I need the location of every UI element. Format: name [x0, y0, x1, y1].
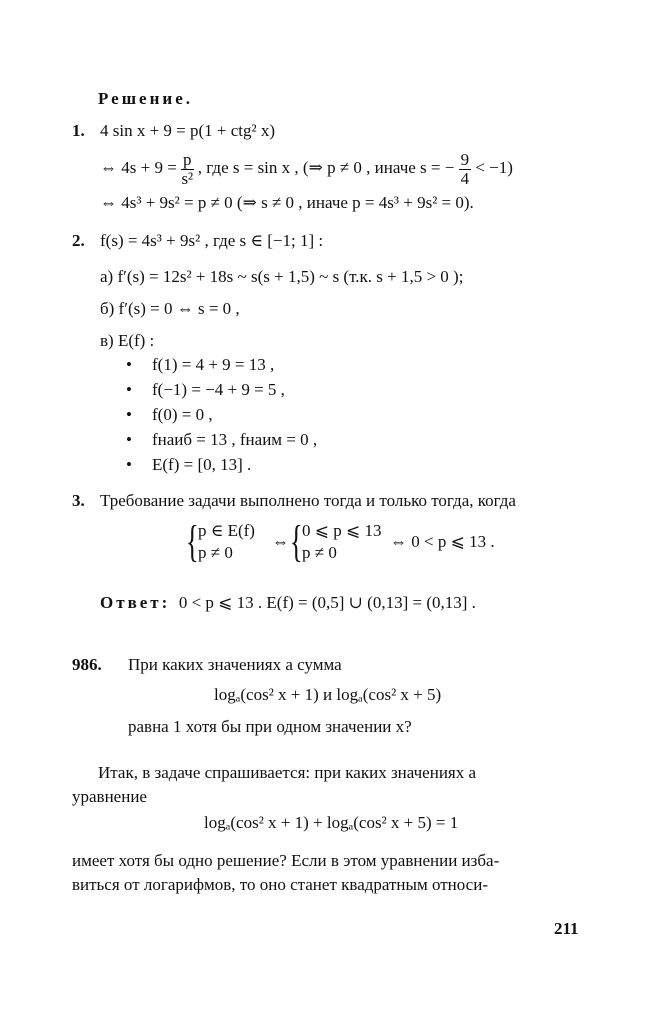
bullet-text: fнаиб = 13 , fнаим = 0 ,: [152, 430, 318, 449]
fraction-numerator: p: [183, 149, 192, 169]
bullet-text: f(−1) = −4 + 9 = 5 ,: [152, 380, 285, 399]
step-2-function: f(s) = 4s³ + 9s² , где s ∈ [−1; 1] :: [100, 231, 324, 250]
step-1-line-2: [100, 150, 513, 188]
bullet-item: [126, 454, 251, 476]
step-1-line-2-right: < −1): [475, 158, 513, 177]
bullet-icon: •: [126, 430, 132, 449]
step-1-equation: 4 sin x + 9 = p(1 + ctg² x): [100, 121, 276, 140]
problem-statement: При каких значениях a сумма: [128, 655, 342, 674]
fraction-numerator: 9: [460, 149, 470, 169]
step-2c: в) E(f) :: [100, 331, 155, 350]
step-3-number: 3.: [72, 491, 85, 510]
step-2a: а) f′(s) = 12s² + 18s ~ s(s + 1,5) ~ s (т.к. s + 1,5 > 0 );: [100, 267, 464, 286]
paragraph-2-line-2: виться от логарифмов, то оно станет квадратным относи-: [72, 875, 488, 894]
paragraph-1-line-2: уравнение: [72, 787, 147, 806]
step-1-line-2-mid: , где s = sin x , (⇒ p ≠ 0 , иначе s = −: [197, 158, 455, 177]
bullet-text: f(1) = 4 + 9 = 13 ,: [152, 355, 275, 374]
bullet-item: [126, 379, 285, 401]
step-2-number: 2.: [72, 231, 85, 250]
problem-986-line-2: равна 1 хотя бы при одном значении x?: [128, 717, 412, 736]
paragraph-1-line-1: Итак, в задаче спрашивается: при каких значениях a: [98, 763, 477, 782]
step-1-line-2-left: ⇔ 4s + 9 =: [100, 158, 177, 177]
problem-986-line-1: [72, 654, 342, 676]
left-brace-icon: {: [290, 517, 303, 566]
bullet-item: [126, 354, 274, 376]
step-1-line-3: ⇔ 4s³ + 9s² = p ≠ 0 (⇒ s ≠ 0 , иначе p = 4s³ + 9s² = 0).: [100, 193, 474, 212]
step-1-number: 1.: [72, 121, 85, 140]
bullet-icon: •: [126, 455, 132, 474]
system-1-bottom: p ≠ 0: [198, 543, 233, 562]
bullet-icon: •: [126, 380, 132, 399]
equivalence-icon: ⇔: [272, 532, 289, 551]
fraction-denominator: 4: [460, 168, 470, 188]
system-2: [302, 520, 382, 564]
page-number: 211: [554, 919, 579, 938]
bullet-item: [126, 429, 317, 451]
solution-heading: Решение.: [98, 89, 193, 108]
system-result: ⇔ 0 < p ⩽ 13 .: [390, 532, 495, 551]
bullet-text: E(f) = [0, 13] .: [152, 455, 252, 474]
system-1-top: p ∈ E(f): [198, 521, 255, 540]
problem-number: 986.: [72, 655, 102, 674]
problem-formula: logₐ(cos² x + 1) и logₐ(cos² x + 5): [214, 685, 442, 704]
bullet-item: [126, 404, 213, 426]
fraction-p-over-s2: [181, 151, 194, 188]
paragraph-2-line-1: имеет хотя бы одно решение? Если в этом уравнении изба-: [72, 851, 500, 870]
left-brace-icon: {: [186, 517, 199, 566]
main-equation: logₐ(cos² x + 1) + logₐ(cos² x + 5) = 1: [204, 813, 459, 832]
fraction-denominator: s²: [181, 168, 194, 188]
system-1: [198, 520, 255, 564]
answer-line: [100, 592, 476, 614]
answer-text: 0 < p ⩽ 13 . E(f) = (0,5] ∪ (0,13] = (0,13] .: [178, 593, 476, 612]
fraction-9-over-4: [459, 151, 472, 188]
answer-label: Ответ:: [100, 593, 171, 612]
bullet-icon: •: [126, 355, 132, 374]
step-1-line-1: [72, 120, 275, 142]
bullet-text: f(0) = 0 ,: [152, 405, 213, 424]
step-2-line-1: [72, 230, 323, 252]
bullet-icon: •: [126, 405, 132, 424]
step-3-line-1: [72, 490, 516, 512]
system-2-bottom: p ≠ 0: [302, 543, 337, 562]
step-2b: б) f′(s) = 0 ⇔ s = 0 ,: [100, 299, 240, 318]
step-3-statement: Требование задачи выполнено тогда и только тогда, когда: [100, 491, 516, 510]
system-2-top: 0 ⩽ p ⩽ 13: [302, 521, 382, 540]
